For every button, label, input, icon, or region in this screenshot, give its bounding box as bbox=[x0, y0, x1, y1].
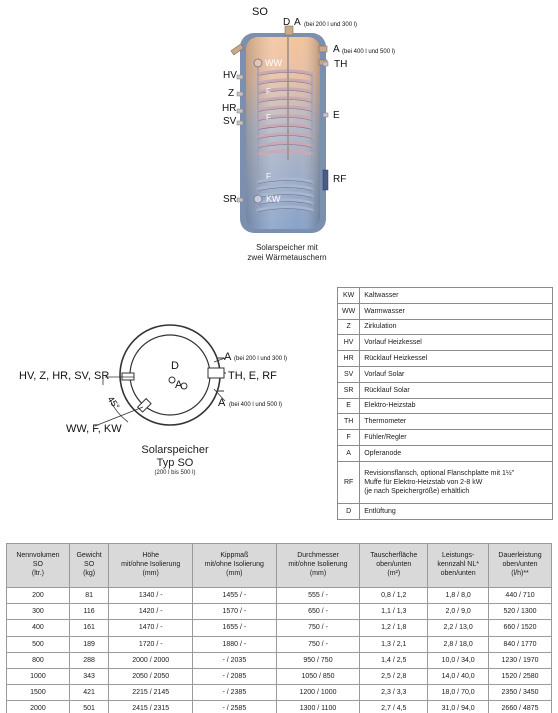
table-cell: 440 / 710 bbox=[489, 588, 552, 604]
label-d: D bbox=[283, 17, 291, 28]
label-a-side: A bbox=[333, 44, 340, 55]
label-hr: HR bbox=[222, 103, 237, 114]
table-cell: 2000 / 2000 bbox=[109, 652, 193, 668]
label-a-top: A bbox=[294, 17, 301, 28]
table-cell: 1880 / - bbox=[193, 636, 277, 652]
top-label-a-upper-note: (bei 200 l und 300 l) bbox=[234, 356, 288, 362]
label-f-middle: F bbox=[266, 113, 271, 122]
top-view-caption: Solarspeicher Typ SO (200 l bis 500 l) bbox=[141, 444, 209, 477]
table-row bbox=[7, 701, 552, 713]
legend-text-line: Entlüftung bbox=[364, 507, 396, 515]
table-header-cell bbox=[360, 544, 428, 588]
legend-text-line: Rücklauf Heizkessel bbox=[364, 355, 428, 363]
legend-text-line: (je nach Speichergröße) erhältlich bbox=[364, 487, 470, 495]
table-cell: 1340 / - bbox=[109, 588, 193, 604]
table-cell: 1470 / - bbox=[109, 620, 193, 636]
table-cell: 1000 bbox=[7, 668, 70, 684]
legend-text-line: Thermometer bbox=[364, 418, 407, 426]
table-cell: 161 bbox=[69, 620, 109, 636]
table-cell: 650 / - bbox=[276, 604, 360, 620]
table-cell: 31,0 / 94,0 bbox=[428, 701, 489, 713]
tank-title: SO bbox=[252, 6, 268, 18]
table-header-cell bbox=[428, 544, 489, 588]
table-row bbox=[7, 685, 552, 701]
legend-code: HV bbox=[338, 335, 360, 351]
header-line: Nennvolumen bbox=[16, 552, 60, 560]
table-cell: 2,8 / 18,0 bbox=[428, 636, 489, 652]
legend-row bbox=[338, 319, 553, 335]
header-line: oben/unten bbox=[502, 561, 538, 569]
header-line: SO bbox=[84, 561, 95, 569]
legend-row bbox=[338, 366, 553, 382]
tank-caption: Solarspeicher mit zwei Wärmetauschern bbox=[247, 243, 327, 262]
legend-text bbox=[360, 445, 553, 461]
table-header-cell bbox=[69, 544, 109, 588]
table-cell: 2,5 / 2,8 bbox=[360, 668, 428, 684]
table-cell: 555 / - bbox=[276, 588, 360, 604]
legend-text-line: Vorlauf Heizkessel bbox=[364, 339, 422, 347]
top-label-a-lower-note: (bei 400 l und 500 l) bbox=[229, 402, 283, 408]
table-cell: 300 bbox=[7, 604, 70, 620]
legend-text-line: Warmwasser bbox=[364, 307, 405, 315]
header-line: kennzahl NL* bbox=[437, 561, 479, 569]
legend-text-line: Fühler/Regler bbox=[364, 434, 407, 442]
top-label-right-connections: TH, E, RF bbox=[228, 370, 277, 382]
legend-row bbox=[338, 335, 553, 351]
table-cell: 2,3 / 3,3 bbox=[360, 685, 428, 701]
table-cell: - / 2385 bbox=[193, 685, 277, 701]
table-cell: 421 bbox=[69, 685, 109, 701]
header-line: mit/ohne Isolierung bbox=[121, 561, 181, 569]
legend-text-line: Revisionsflansch, optional Flanschplatte mit 1½" bbox=[364, 469, 515, 477]
label-z: Z bbox=[228, 88, 235, 99]
header-line: oben/unten bbox=[376, 561, 412, 569]
legend-row bbox=[338, 430, 553, 446]
legend-row bbox=[338, 351, 553, 367]
table-cell: 1570 / - bbox=[193, 604, 277, 620]
header-line: (m²) bbox=[387, 569, 401, 577]
legend-text bbox=[360, 288, 553, 304]
table-row bbox=[7, 668, 552, 684]
table-cell: 343 bbox=[69, 668, 109, 684]
header-line: Tauscherfläche bbox=[370, 552, 418, 560]
table-cell: 1655 / - bbox=[193, 620, 277, 636]
legend-code: D bbox=[338, 503, 360, 519]
table-cell: 288 bbox=[69, 652, 109, 668]
table-cell: 1,2 / 1,8 bbox=[360, 620, 428, 636]
table-cell: 2660 / 4875 bbox=[489, 701, 552, 713]
table-cell: 1230 / 1970 bbox=[489, 652, 552, 668]
legend-table bbox=[337, 287, 553, 520]
table-cell: 10,0 / 34,0 bbox=[428, 652, 489, 668]
table-header-cell bbox=[7, 544, 70, 588]
table-cell: 2050 / 2050 bbox=[109, 668, 193, 684]
legend-text-line: Zirkulation bbox=[364, 323, 397, 331]
header-line: (mm) bbox=[142, 569, 159, 577]
legend-row bbox=[338, 414, 553, 430]
table-row bbox=[7, 620, 552, 636]
label-sv: SV bbox=[223, 116, 237, 127]
header-line: Dauerleistung bbox=[498, 552, 542, 560]
header-line: Kippmaß bbox=[220, 552, 249, 560]
table-cell: 500 bbox=[7, 636, 70, 652]
table-cell: 800 bbox=[7, 652, 70, 668]
table-cell: 81 bbox=[69, 588, 109, 604]
table-cell: 14,0 / 40,0 bbox=[428, 668, 489, 684]
table-cell: 1455 / - bbox=[193, 588, 277, 604]
revision-flange bbox=[323, 170, 328, 190]
header-line: (l/h)** bbox=[511, 569, 529, 577]
legend-row bbox=[338, 382, 553, 398]
legend-text-line: Vorlauf Solar bbox=[364, 370, 405, 378]
table-cell: 1300 / 1100 bbox=[276, 701, 360, 713]
top-label-left-connections: HV, Z, HR, SV, SR bbox=[19, 370, 110, 382]
legend-code: SV bbox=[338, 366, 360, 382]
table-cell: 750 / - bbox=[276, 636, 360, 652]
table-cell: 200 bbox=[7, 588, 70, 604]
table-header-cell bbox=[489, 544, 552, 588]
label-ww: WW bbox=[265, 58, 282, 68]
label-sr: SR bbox=[223, 194, 237, 205]
table-body bbox=[7, 588, 552, 713]
header-line: mit/ohne Isolierung bbox=[204, 561, 264, 569]
top-label-a-upper: A bbox=[224, 351, 232, 363]
legend-text bbox=[360, 319, 553, 335]
legend-text bbox=[360, 430, 553, 446]
header-line: Gewicht bbox=[76, 552, 102, 560]
legend-text bbox=[360, 366, 553, 382]
legend-row bbox=[338, 303, 553, 319]
table-cell: 116 bbox=[69, 604, 109, 620]
legend-text-line: Elektro-Heizstab bbox=[364, 402, 416, 410]
label-rf: RF bbox=[333, 174, 347, 185]
table-cell: 1,1 / 1,3 bbox=[360, 604, 428, 620]
table-cell: 1,3 / 2,1 bbox=[360, 636, 428, 652]
legend-code: WW bbox=[338, 303, 360, 319]
table-cell: 189 bbox=[69, 636, 109, 652]
header-line: Durchmesser bbox=[297, 552, 339, 560]
table-cell: 520 / 1300 bbox=[489, 604, 552, 620]
top-label-d: D bbox=[171, 360, 179, 372]
table-cell: - / 2585 bbox=[193, 701, 277, 713]
table-cell: 1,4 / 2,5 bbox=[360, 652, 428, 668]
table-row bbox=[7, 636, 552, 652]
table-cell: 660 / 1520 bbox=[489, 620, 552, 636]
label-kw: KW bbox=[266, 194, 281, 204]
top-label-bottom-connections: WW, F, KW bbox=[66, 423, 122, 435]
header-line: oben/unten bbox=[440, 569, 476, 577]
table-cell: 1500 bbox=[7, 685, 70, 701]
legend-text bbox=[360, 303, 553, 319]
legend-text bbox=[360, 398, 553, 414]
legend-code: HR bbox=[338, 351, 360, 367]
label-f-lower: F bbox=[266, 172, 271, 181]
legend-text bbox=[360, 414, 553, 430]
table-cell: 501 bbox=[69, 701, 109, 713]
legend-text bbox=[360, 461, 553, 503]
table-cell: 1520 / 2580 bbox=[489, 668, 552, 684]
table-cell: 2,0 / 9,0 bbox=[428, 604, 489, 620]
top-label-a-center: A bbox=[175, 379, 183, 391]
label-th: TH bbox=[334, 59, 348, 70]
header-line: Höhe bbox=[142, 552, 160, 560]
table-cell: 2215 / 2145 bbox=[109, 685, 193, 701]
table-cell: 2,7 / 4,5 bbox=[360, 701, 428, 713]
header-line: Leistungs- bbox=[442, 552, 475, 560]
table-cell: 1200 / 1000 bbox=[276, 685, 360, 701]
legend-row bbox=[338, 461, 553, 503]
header-line: mit/ohne Isolierung bbox=[288, 561, 348, 569]
table-cell: 1050 / 850 bbox=[276, 668, 360, 684]
legend-text-line: Opferanode bbox=[364, 449, 402, 457]
label-f-upper: F bbox=[266, 87, 271, 96]
table-cell: 840 / 1770 bbox=[489, 636, 552, 652]
header-line: SO bbox=[32, 561, 43, 569]
table-cell: 1720 / - bbox=[109, 636, 193, 652]
table-header-cell bbox=[109, 544, 193, 588]
specifications-table bbox=[6, 543, 552, 713]
legend-code: SR bbox=[338, 382, 360, 398]
legend-code: E bbox=[338, 398, 360, 414]
table-cell: 1420 / - bbox=[109, 604, 193, 620]
table-row bbox=[7, 604, 552, 620]
table-row bbox=[7, 588, 552, 604]
header-line: (mm) bbox=[309, 569, 327, 577]
legend-text bbox=[360, 503, 553, 519]
header-line: (kg) bbox=[83, 569, 96, 577]
table-cell: 2415 / 2315 bbox=[109, 701, 193, 713]
table-header-row bbox=[7, 544, 552, 588]
table-cell: 2,2 / 13,0 bbox=[428, 620, 489, 636]
table-cell: 400 bbox=[7, 620, 70, 636]
table-cell: 2000 bbox=[7, 701, 70, 713]
top-label-a-lower: A bbox=[218, 397, 226, 409]
header-line: (ltr.) bbox=[31, 569, 44, 577]
table-cell: 0,8 / 1,2 bbox=[360, 588, 428, 604]
legend-row bbox=[338, 398, 553, 414]
legend-text-line: Muffe für Elektro-Heizstab von 2-8 kW bbox=[364, 478, 483, 486]
label-a-top-note: (bei 200 l und 300 l) bbox=[304, 22, 358, 28]
legend-body bbox=[338, 288, 553, 520]
table-cell: - / 2035 bbox=[193, 652, 277, 668]
legend-text-line: Rücklauf Solar bbox=[364, 386, 410, 394]
label-a-side-note: (bei 400 l und 500 l) bbox=[342, 49, 396, 55]
table-cell: 18,0 / 70,0 bbox=[428, 685, 489, 701]
legend-row bbox=[338, 288, 553, 304]
legend-row bbox=[338, 445, 553, 461]
label-e: E bbox=[333, 110, 340, 121]
legend-code: F bbox=[338, 430, 360, 446]
top-label-angle: 45° bbox=[105, 394, 122, 412]
table-cell: 2350 / 3450 bbox=[489, 685, 552, 701]
legend-code: KW bbox=[338, 288, 360, 304]
legend-text-line: Kaltwasser bbox=[364, 291, 399, 299]
legend-code: A bbox=[338, 445, 360, 461]
legend-code: Z bbox=[338, 319, 360, 335]
table-cell: 950 / 750 bbox=[276, 652, 360, 668]
legend-text bbox=[360, 335, 553, 351]
table-cell: - / 2085 bbox=[193, 668, 277, 684]
legend-code: RF bbox=[338, 461, 360, 503]
label-hv: HV bbox=[223, 70, 237, 81]
legend-code: TH bbox=[338, 414, 360, 430]
table-cell: 750 / - bbox=[276, 620, 360, 636]
table-row bbox=[7, 652, 552, 668]
legend-row bbox=[338, 503, 553, 519]
legend-text bbox=[360, 351, 553, 367]
table-cell: 1,8 / 8,0 bbox=[428, 588, 489, 604]
table-header-cell bbox=[276, 544, 360, 588]
table-header-cell bbox=[193, 544, 277, 588]
header-line: (mm) bbox=[226, 569, 243, 577]
legend-text bbox=[360, 382, 553, 398]
